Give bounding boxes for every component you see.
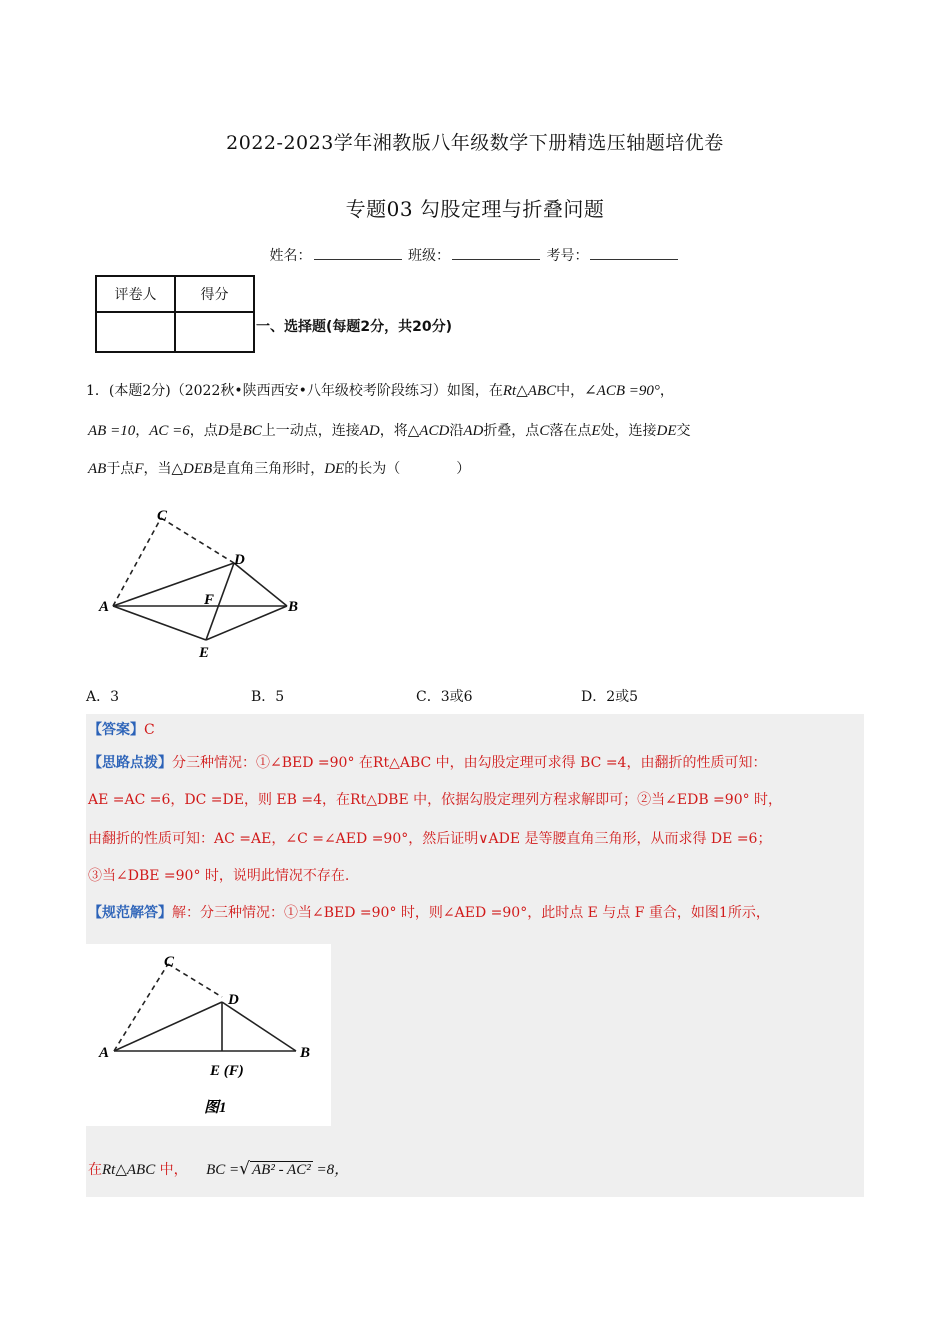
- solution-row-2: [88, 1159, 349, 1180]
- hint-row-4: ③当∠DBE =90° 时，说明此情况不存在.: [88, 868, 350, 884]
- math-term: DE: [656, 423, 677, 439]
- question-intro: 1．(本题2分)（2022秋•陕西西安•八年级校考阶段练习）如图，在: [86, 383, 503, 399]
- option-b[interactable]: B．5: [251, 689, 285, 705]
- question-text: ，当: [143, 461, 172, 477]
- question-figure: [95, 500, 310, 665]
- math-term: D: [217, 423, 229, 439]
- label-d: D: [228, 992, 239, 1008]
- math-term: AD: [463, 423, 484, 439]
- exam-no-field[interactable]: [590, 245, 678, 260]
- question-text: 落在点: [549, 423, 592, 439]
- math-term: AC =6: [149, 423, 190, 439]
- question-text: 于点: [106, 461, 135, 477]
- question-text: 上一动点，连接: [261, 423, 360, 439]
- score-header: 得分: [175, 276, 254, 312]
- formula-lhs: BC =: [206, 1162, 240, 1178]
- answer-value: C: [144, 722, 155, 738]
- question-text: 是: [228, 423, 243, 439]
- formula-radicand: AB² - AC²: [252, 1162, 311, 1178]
- segment-ae: [113, 606, 206, 640]
- exam-no-label: 考号：: [546, 248, 589, 264]
- score-cell[interactable]: [175, 312, 254, 352]
- student-info-line: [0, 245, 950, 265]
- question-text: 中，: [556, 383, 585, 399]
- label-b: B: [300, 1045, 311, 1061]
- score-table: [95, 275, 255, 353]
- math-term: AD: [359, 423, 380, 439]
- math-term: F: [134, 461, 144, 477]
- label-f: F: [204, 592, 215, 608]
- segment-ad: [113, 563, 234, 606]
- question-text: 沿: [449, 423, 464, 439]
- option-a[interactable]: A．3: [86, 689, 120, 705]
- section-title: 一、选择题(每题2分，共20分): [256, 319, 453, 335]
- grader-header: 评卷人: [96, 276, 175, 312]
- question-text: 处，连接: [600, 423, 657, 439]
- label-a: A: [99, 599, 110, 615]
- math-term: DE: [324, 461, 345, 477]
- math-rt-abc: Rt△ABC: [102, 1162, 156, 1178]
- label-c: C: [157, 508, 168, 524]
- math-term: BC: [242, 423, 262, 439]
- solution-text-1: 解：分三种情况：①当∠BED =90° 时，则∠AED =90°，此时点 E 与点 F 重合，如图1所示，: [172, 905, 770, 921]
- hint-text-1: 分三种情况：①∠BED =90° 在Rt△ABC 中，由勾股定理可求得 BC =4，由翻折的性质可知：: [172, 755, 767, 771]
- question-text: ，点: [189, 423, 218, 439]
- question-text: 折叠，点: [483, 423, 540, 439]
- math-term: C: [539, 423, 550, 439]
- math-term: AB =10: [88, 423, 136, 439]
- solution-mid: 中，: [155, 1162, 188, 1178]
- question-line-1: [86, 381, 674, 401]
- label-ef: E (F): [210, 1063, 244, 1079]
- sqrt-icon: √: [239, 1159, 250, 1179]
- label-c: C: [164, 954, 175, 970]
- question-text: 交: [676, 423, 691, 439]
- question-text: ，将: [379, 423, 408, 439]
- math-term: E: [591, 423, 601, 439]
- question-line-2: [88, 421, 691, 441]
- question-line-3: [88, 459, 470, 479]
- label-e: E: [199, 645, 210, 661]
- document-title: 2022-2023学年湘教版八年级数学下册精选压轴题培优卷: [226, 132, 724, 154]
- option-c[interactable]: C．3或6: [416, 689, 473, 705]
- segment-cd-dashed: [161, 518, 234, 563]
- name-label: 姓名：: [269, 248, 312, 264]
- class-label: 班级：: [408, 248, 450, 264]
- hint-row-2: AE =AC =6，DC =DE，则 EB =4，在Rt△DBE 中，依据勾股定理列方程求解即可；②当∠EDB =90° 时，: [88, 792, 783, 808]
- option-d[interactable]: D．2或5: [581, 689, 639, 705]
- segment-ac-dashed: [113, 518, 161, 606]
- label-a: A: [99, 1045, 110, 1061]
- segment-db: [234, 563, 287, 606]
- solution-figure-1: [86, 944, 331, 1126]
- question-text: 是直角三角形时，: [212, 461, 325, 477]
- math-angle-acb: ∠ACB =90°: [584, 383, 660, 399]
- hint-row-1: [88, 753, 766, 773]
- math-term: AB: [88, 461, 107, 477]
- answer-panel: [86, 714, 864, 1197]
- segment-eb: [206, 606, 287, 640]
- answer-row: [88, 720, 155, 740]
- document-subtitle: 专题03 勾股定理与折叠问题: [345, 197, 605, 221]
- label-b: B: [288, 599, 299, 615]
- question-text: ，: [135, 423, 150, 439]
- class-field[interactable]: [452, 245, 540, 260]
- label-d: D: [234, 552, 245, 568]
- solution-prefix: 在: [88, 1162, 102, 1178]
- name-field[interactable]: [314, 245, 402, 260]
- answer-label: 【答案】: [88, 722, 144, 738]
- formula-rhs: =8，: [312, 1162, 350, 1178]
- question-text: ，: [659, 383, 674, 399]
- math-term: △ACD: [407, 423, 450, 439]
- question-text: 的长为（ ）: [344, 461, 471, 477]
- math-term: △DEB: [171, 461, 213, 477]
- math-rt-abc: Rt△ABC: [502, 383, 557, 399]
- hint-label: 【思路点拨】: [88, 755, 172, 771]
- solution-row-1: [88, 903, 770, 923]
- figure-caption: 图1: [204, 1100, 227, 1116]
- hint-row-3: 由翻折的性质可知：AC =AE，∠C =∠AED =90°，然后证明∨ADE 是等腰直角三角形，从而求得 DE =6；: [88, 831, 772, 847]
- grader-cell[interactable]: [96, 312, 175, 352]
- solution-label: 【规范解答】: [88, 905, 172, 921]
